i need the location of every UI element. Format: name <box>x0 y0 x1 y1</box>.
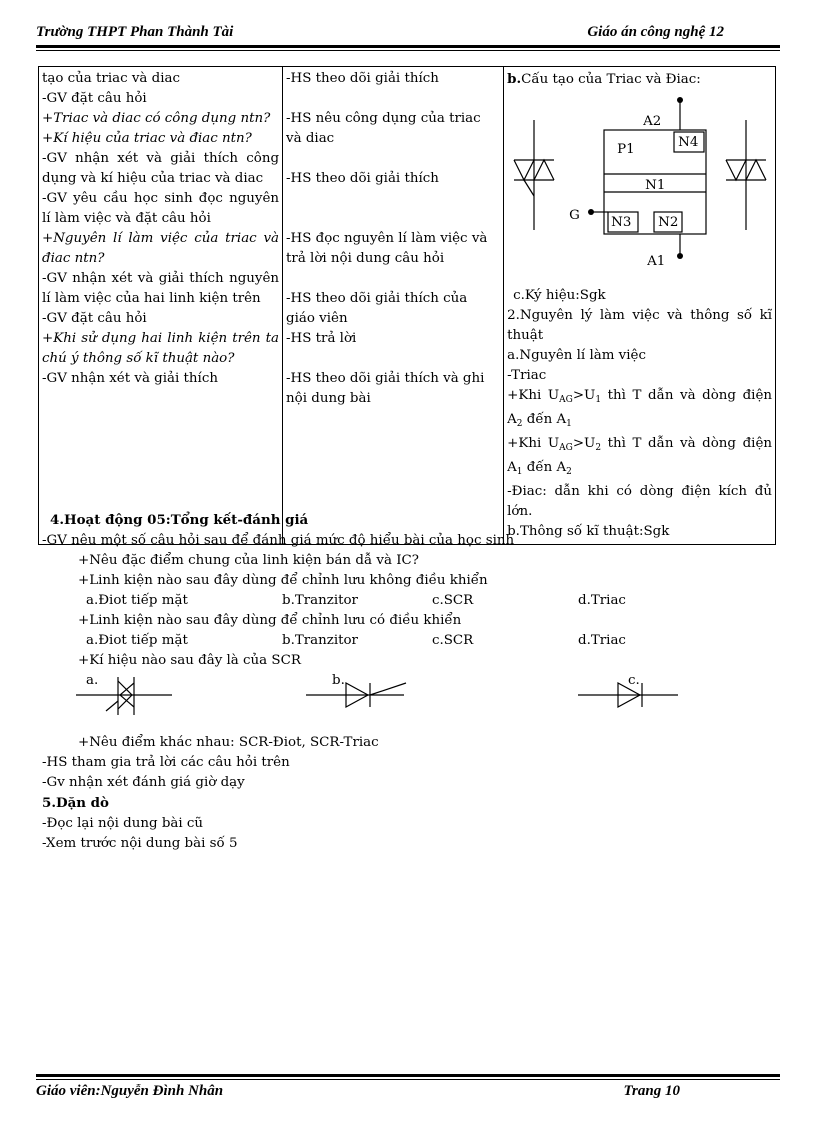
section-title: b.Cấu tạo của Triac và Điac: <box>507 71 701 87</box>
activity-section: 4.Hoạt động 05:Tổng kết-đánh giá -GV nêu một số câu hỏi sau để đánh giá mức độ hiểu bài của học sinh +Nêu đặc điểm chung của linh kiện bán dẫ và IC? +Linh kiện nào sau đây dùng để chỉnh lưu không điều khiển a.Điot tiếp mặt b.Tranzitor c.SCR d.Triac +Linh kiện nào sau đây dùng để chỉnh lưu có điều khiển a.Điot tiếp mặt b.Tranzitor c.SCR d.Triac +Kí hiệu nào sau đây là của SCR a. b. c. +Nêu điểm khác nhau: SCR-Điot, SCR-Triac -HS tham gia trả lời các câu hỏi trên -Gv nhận xét đánh giá giờ dạy 5.Dặn dò -Đọc lại nội dung bài cũ -Xem trước nội dung bài số 5 <box>42 510 772 854</box>
content-column: b.Cấu tạo của Triac và Điac: A2 P1 N4 N1 G N3 N2 A1 c.Ký hiệu:Sgk 2.Nguyên lý làm việc và thông số kĩ thuật a.Nguyên lí làm việc -Triac +Khi $U_{AG}>U_1$ thì T dẫn và dòng điện $A_2$ đến $A_1$ +Khi $U_{AG}>U_2$ thì T dẫn và dòng điện $A_1$ đến $A_2$ -Điac: dẫn khi có dòng điện kích đủ lớn. b.Thông số kĩ thuật:Sgk <box>504 67 776 545</box>
footer-rule-thin <box>36 1079 780 1080</box>
triac-symbol-left <box>514 120 554 230</box>
header-rule-thin <box>36 50 780 51</box>
options-row-2: a.Điot tiếp mặt b.Tranzitor c.SCR d.Triac <box>86 633 626 648</box>
condition-2: +Khi $U_{AG}>U_2$ thì T dẫn và dòng điện $A_1$ đến $A_2$ <box>507 436 772 477</box>
school-name: Trường THPT Phan Thành Tài <box>36 24 234 40</box>
diac-symbol-right <box>726 120 766 230</box>
teacher-column: tạo của triac và diac -GV đặt câu hỏi +Triac và diac có công dụng ntn? +Kí hiệu của triac và điac ntn? -GV nhận xét và giải thích công dụng và kí hiệu của triac và diac -GV yêu cầu học sinh đọc nguyên lí làm việc và đặt câu hỏi +Nguyên lí làm việc của triac và điac ntn? -GV nhận xét và giải thích nguyên lí làm việc của hai linh kiện trên -GV đặt câu hỏi +Khi sử dụng hai linh kiện trên ta chú ý thông số kĩ thuật nào? -GV nhận xét và giải thích <box>39 67 283 545</box>
student-column: -HS theo dõi giải thích -HS nêu công dụng của triac và diac -HS theo dõi giải thích -HS đọc nguyên lí làm việc và trả lời nội dung câu hỏi -HS theo dõi giải thích của giáo viên -HS trả lời -HS theo dõi giải thích và ghi nội dung bài <box>283 67 504 545</box>
symbol-options: a. b. c. <box>42 671 772 733</box>
symbol-drawings <box>42 671 772 733</box>
triac-structure-diagram: A2 P1 N4 N1 G N3 N2 A1 <box>507 90 772 286</box>
condition-1: +Khi $U_{AG}>U_1$ thì T dẫn và dòng điện $A_2$ đến $A_1$ <box>507 388 772 429</box>
subject-title: Giáo án công nghệ 12 <box>587 24 724 40</box>
footer-rule <box>36 1074 780 1077</box>
dando-title: 5.Dặn dò <box>42 795 109 811</box>
teacher-name: Giáo viên:Nguyễn Đình Nhân <box>36 1083 224 1099</box>
lesson-table <box>38 66 776 545</box>
options-row-1: a.Điot tiếp mặt b.Tranzitor c.SCR d.Triac <box>86 593 626 608</box>
activity-title: 4.Hoạt động 05:Tổng kết-đánh giá <box>50 512 309 528</box>
page-number: Trang 10 <box>623 1083 680 1099</box>
page-footer <box>36 1083 780 1103</box>
header-rule <box>36 45 780 48</box>
page-header <box>36 24 780 44</box>
